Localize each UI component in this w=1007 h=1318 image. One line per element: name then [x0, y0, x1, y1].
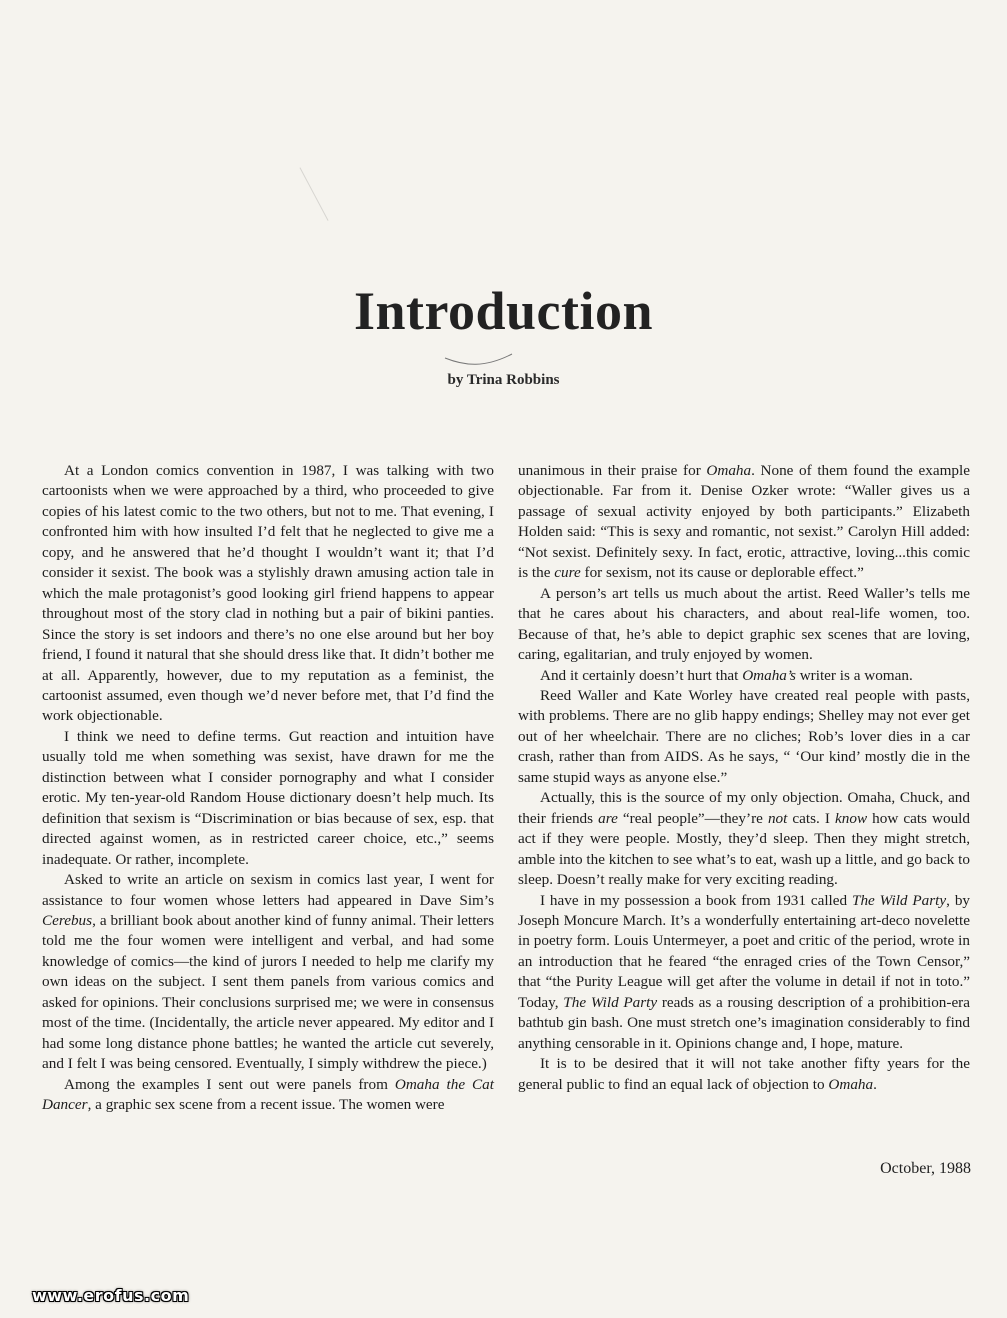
paragraph: It is to be desired that it will not take another fifty years for the general public to find an equal lack of objection to Omaha.	[518, 1055, 970, 1093]
paragraph: Among the examples I sent out were panels from Omaha the Cat Dancer, a graphic sex scene from a recent issue. The women were	[42, 1075, 494, 1114]
paragraph: A person’s art tells us much about the artist. Reed Waller’s tells me that he cares about his characters, and about real-life women, too. Because of that, he’s able to depict graphic sex scenes that are loving, caring, egalitarian, and truly enjoyed by women.	[518, 584, 970, 664]
paragraph: Actually, this is the source of my only objection. Omaha, Chuck, and their friends are “real people”—they’re not cats. I know how cats would act if they were people. Mostly, they’d sleep. Then they might stretch, amble into the kitchen to see what’s to eat, wash up a little, and go back to sleep. Doesn’t really make for very exciting reading.	[518, 789, 970, 889]
byline: by Trina Robbins	[447, 372, 560, 388]
site-watermark: www.erofus.com	[32, 1286, 190, 1305]
title-swash-ornament	[440, 352, 520, 372]
paragraph: I think we need to define terms. Gut reaction and intuition have usually told me when something was sexist, have drawn for me the distinction between what I consider pornography and what I consider erotic. My ten-year-old Random House dictionary doesn’t help much. Its definition that sexism is “Discrimination or bias because of sex, esp. that directed against women, as in restricted career choice, etc.,” seems inadequate. Or rather, incomplete.	[42, 727, 494, 868]
paper-crease	[299, 155, 351, 221]
left-column	[42, 461, 494, 1116]
page-title: Introduction	[353, 281, 654, 341]
paragraph: Reed Waller and Kate Worley have created real people with pasts, with problems. There are no glib happy endings; Shelley may not ever get out of her wheelchair. There are no cliches; Rob’s lover dies in a car crash, rather than from AIDS. As he says, “ ‘Our kind’ mostly die in the same stupid ways as anyone else.”	[518, 686, 970, 786]
paragraph: And it certainly doesn’t hurt that Omaha’s writer is a woman.	[540, 666, 913, 684]
paragraph: unanimous in their praise for Omaha. None of them found the example objectionable. Far from it. Denise Ozker wrote: “Waller gives us a passage of sexual activity enjoyed by both participants.” Elizabeth Holden said: “This is sexy and romantic, not sexist.” Carolyn Hill added: “Not sexist. Definitely sexy. In fact, erotic, attractive, loving...this comic is the cure for sexism, not its cause or deplorable effect.”	[518, 462, 970, 582]
paragraph: Asked to write an article on sexism in comics last year, I went for assistance to four women whose letters had appeared in Dave Sim’s Cerebus, a brilliant book about another kind of funny animal. Their letters told me the four women were intelligent and verbal, and had some knowledge of comics—the kind of jurors I needed to help me clarify my own ideas on the subject. I sent them panels from various comics and asked for opinions. Their conclusions surprised me; we were in consensus most of the time. (Incidentally, the article never appeared. My editor and I had some long distance phone battles; he wanted the article cut severely, and I felt I was being censored. Eventually, I simply withdrew the piece.)	[42, 871, 494, 1073]
paragraph: I have in my possession a book from 1931 called The Wild Party, by Joseph Moncure March. It’s a wonderfully entertaining art-deco novelette in poetry form. Louis Untermeyer, a poet and critic of the period, wrote in an introduction that he feared “the enraged cries of the Town Censor,” that “the Purity League will get after the volume in detail if not in toto.” Today, The Wild Party reads as a rousing description of a prohibition-era bathtub gin bash. One must stretch one’s imagination considerably to find anything censorable in it. Opinions change and, I hope, mature.	[518, 891, 971, 1052]
paragraph: At a London comics convention in 1987, I was talking with two cartoonists when we were approached by a third, who proceeded to give copies of his latest comic to the two others, but not to me. That evening, I confronted him with how insulted I’d felt that he neglected to give me a copy, and he answered that he’d thought I wouldn’t want it; that I’d consider it sexist. The book was a stylishly drawn amusing action tale in which the male protagonist’s good looking girl friend happens to appear throughout most of the story clad in nothing but a pair of bikini panties. Since the story is set indoors and there’s no one else around but her boy friend, I found it natural that she should dress like that. It didn’t bother me at all. Apparently, however, due to my reputation as a feminist, the cartoonist assumed, even though we’d never before met, that I’d find the work objectionable.	[42, 462, 494, 725]
date-signoff: October, 1988	[880, 1160, 971, 1177]
right-column	[518, 461, 970, 1095]
